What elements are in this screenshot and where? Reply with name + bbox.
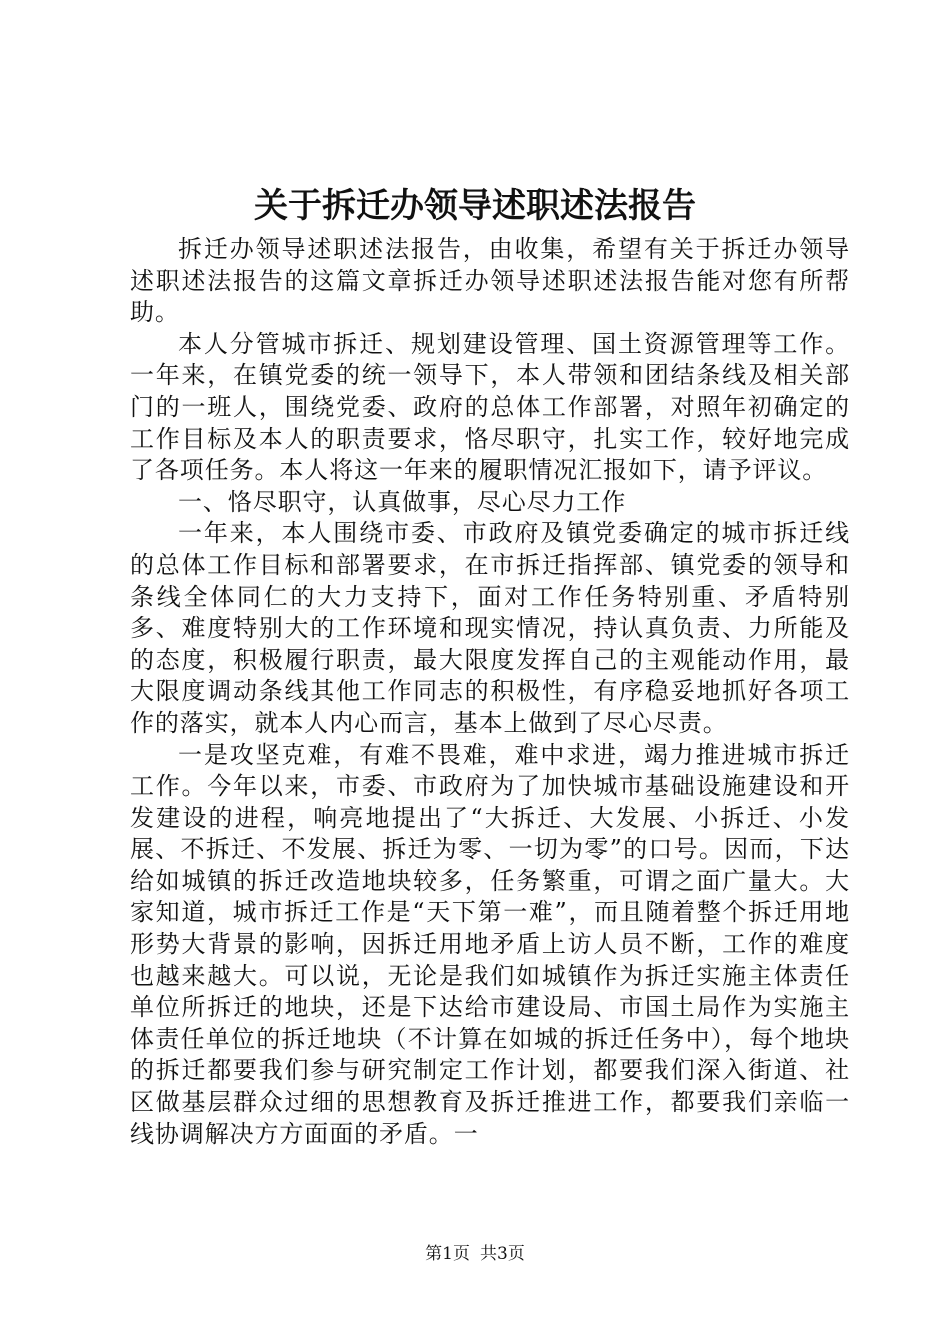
section-heading-1: 一、恪尽职守，认真做事，尽心尽力工作 [178,487,627,516]
page-total: 共3页 [480,1244,525,1264]
page-number: 第1页 [425,1244,470,1264]
paragraph-point-1: 一是攻坚克难，有难不畏难，难中求进，竭力推进城市拆迁工作。今年以来，市委、市政府为了加快城市基础设施建设和开发建设的进程，响亮地提出了“大拆迁、大发展、小拆迁、小发展、不拆迁、不发展、拆迁为零、一切为零”的口号。因而，下达给如城镇的拆迁改造地块较多，任务繁重，可谓之面广量大。大家知道，城市拆迁工作是“天下第一难”，而且随着整个拆迁用地形势大背景的影响，因拆迁用地矛盾上访人员不断，工作的难度也越来越大。可以说，无论是我们如城镇作为拆迁实施主体责任单位所拆迁的地块，还是下达给市建设局、市国土局作为实施主体责任单位的拆迁地块（不计算在如城的拆迁任务中），每个地块的拆迁都要我们参与研究制定工作计划，都要我们深入街道、社区做基层群众过细的思想教育及拆迁推进工作，都要我们亲临一线协调解决方方面面的矛盾。一 [130,740,850,1148]
paragraph-intro: 拆迁办领导述职述法报告，由收集，希望有关于拆迁办领导述职述法报告的这篇文章拆迁办领导述职述法报告能对您有所帮助。 [130,235,850,327]
paragraph-overview: 本人分管城市拆迁、规划建设管理、国土资源管理等工作。一年来，在镇党委的统一领导下，本人带领和团结条线及相关部门的一班人，围绕党委、政府的总体工作部署，对照年初确定的工作目标及本人的职责要求，恪尽职守，扎实工作，较好地完成了各项任务。本人将这一年来的履职情况汇报如下，请予评议。 [130,329,850,485]
document-title: 关于拆迁办领导述职述法报告 [254,186,696,226]
paragraph-section-1: 一年来，本人围绕市委、市政府及镇党委确定的城市拆迁线的总体工作目标和部署要求，在市拆迁指挥部、镇党委的领导和条线全体同仁的大力支持下，面对工作任务特别重、矛盾特别多、难度特别大的工作环境和现实情况，持认真负责、力所能及的态度，积极履行职责，最大限度发挥自己的主观能动作用，最大限度调动条线其他工作同志的积极性，有序稳妥地抓好各项工作的落实，就本人内心而言，基本上做到了尽心尽责。 [130,519,850,737]
page-footer [0,1242,950,1266]
document-body [130,234,850,1150]
